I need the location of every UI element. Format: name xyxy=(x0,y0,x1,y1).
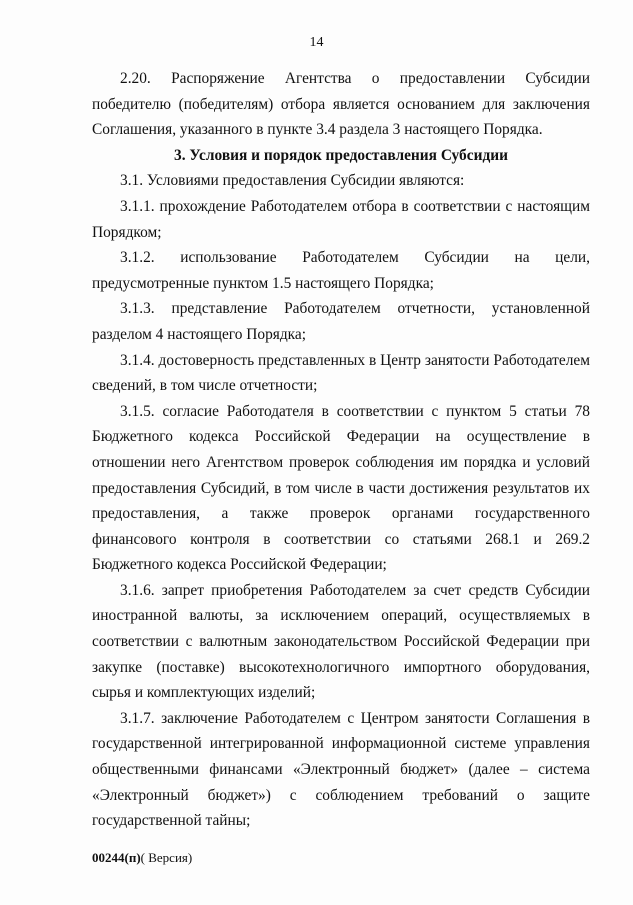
paragraph-3-1-3: 3.1.3. представление Работодателем отчетности, установленной разделом 4 настоящего Порядка; xyxy=(92,300,590,343)
paragraph-3-1-2: 3.1.2. использование Работодателем Субсидии на цели, предусмотренные пунктом 1.5 настоящего Порядка; xyxy=(92,249,590,292)
footer-doc-code: 00244(п) xyxy=(92,850,141,865)
paragraph-3-1-1: 3.1.1. прохождение Работодателем отбора в соответствии с настоящим Порядком; xyxy=(92,197,590,241)
page-number: 14 xyxy=(309,35,324,50)
section-heading: 3. Условия и порядок предоставления Субсидии xyxy=(174,146,508,164)
paragraph-2-20: 2.20. Распоряжение Агентства о предоставлении Субсидии победителю (победителям) отбора является основанием для заключения Соглашения, указанного в пункте 3.4 раздела 3 настоящего Порядка. xyxy=(92,70,590,139)
paragraph-3-1-6: 3.1.6. запрет приобретения Работодателем за счет средств Субсидии иностранной валюты, за исключением операций, осуществляемых в соответствии с валютным законодательством Российской Федерации при закупке (поставке) высокотехнологичного импортного оборудования, сырья и комплектующих изделий; xyxy=(92,581,590,702)
paragraph-3-1: 3.1. Условиями предоставления Субсидии являются: xyxy=(120,172,465,190)
paragraph-3-1-4: 3.1.4. достоверность представленных в Центр занятости Работодателем сведений, в том числе отчетности; xyxy=(92,351,590,395)
document-footer xyxy=(92,850,192,866)
paragraph-3-1-5: 3.1.5. согласие Работодателя в соответствии с пунктом 5 статьи 78 Бюджетного кодекса Российской Федерации на осуществление в отношении него Агентством проверок соблюдения им порядка и условий предоставления Субсидий, в том числе в части достижения результатов их предоставления, а также проверок органами государственного финансового контроля в соответствии со статьями 268.1 и 269.2 Бюджетного кодекса Российской Федерации; xyxy=(92,402,590,574)
footer-version-label: ( Версия) xyxy=(140,850,193,865)
paragraph-3-1-7: 3.1.7. заключение Работодателем с Центром занятости Соглашения в государственной интегрированной информационной системе управления общественными финансами «Электронный бюджет» (далее – система «Электронный бюджет») с соблюдением требований о защите государственной тайны; xyxy=(92,709,590,830)
document-body xyxy=(92,66,590,834)
